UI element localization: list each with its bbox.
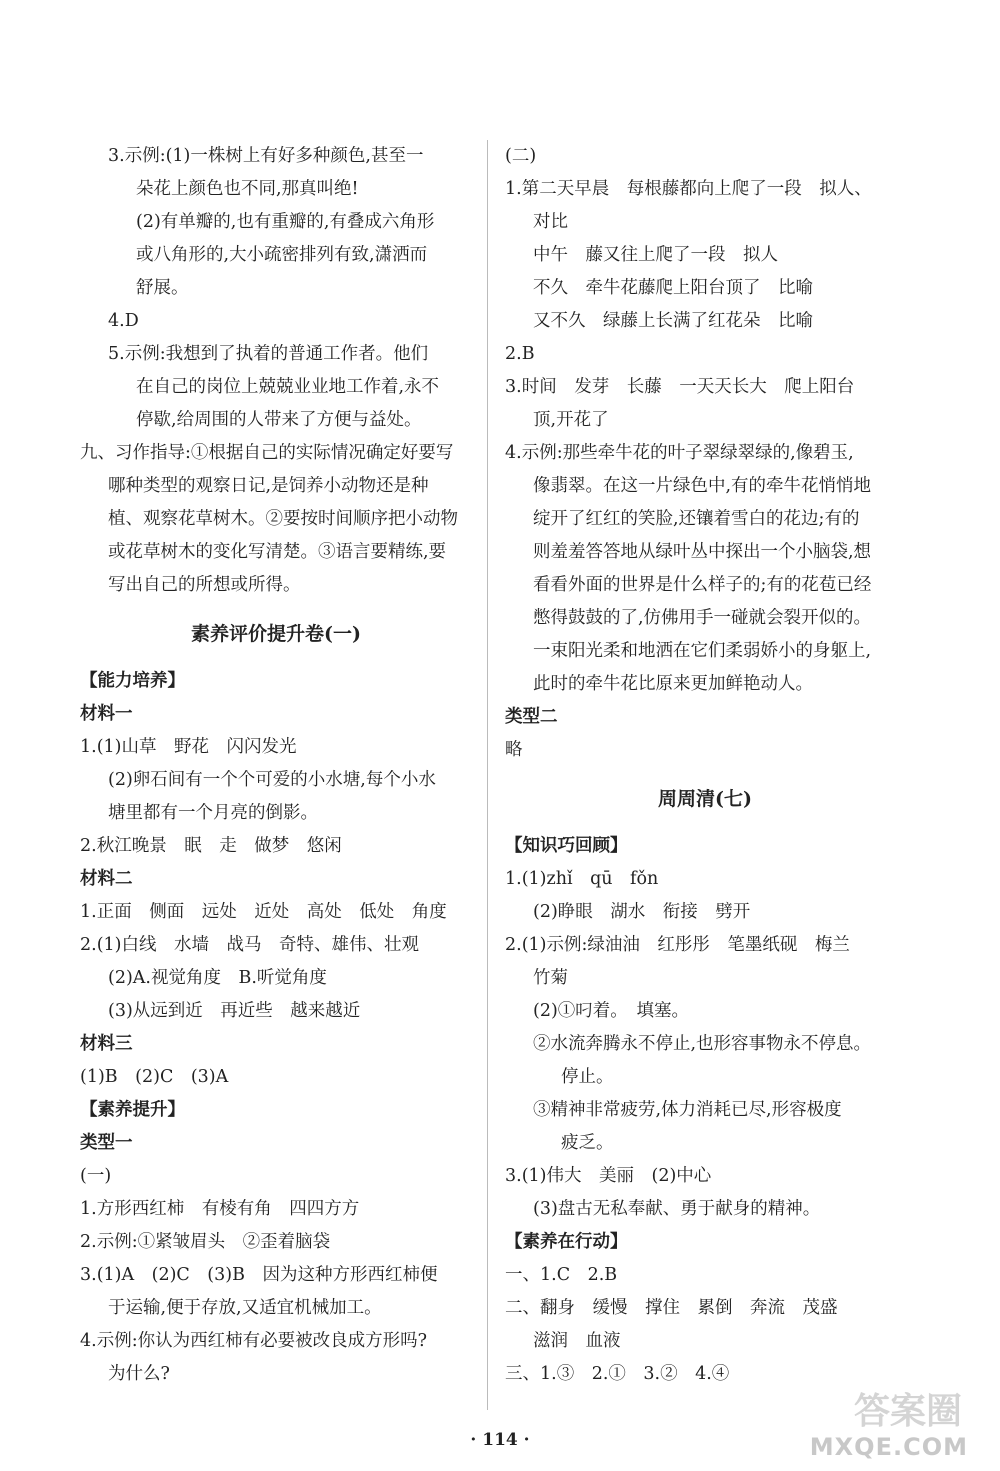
answer-line: 二、翻身 缓慢 撑住 累倒 奔流 茂盛 bbox=[505, 1298, 838, 1318]
section-heading: 材料一 bbox=[80, 704, 133, 724]
answer-line: 2.B bbox=[505, 344, 535, 364]
answer-line: 停歇,给周围的人带来了方便与益处。 bbox=[136, 410, 422, 430]
answer-line: 疲乏。 bbox=[561, 1133, 614, 1153]
answer-line: 4.示例:那些牵牛花的叶子翠绿翠绿的,像碧玉, bbox=[505, 443, 854, 463]
answer-line: 3.时间 发芽 长藤 一天天长大 爬上阳台 bbox=[505, 377, 855, 397]
watermark-site: MXQE.COM bbox=[809, 1433, 968, 1461]
answer-line: 3.(1)伟大 美丽 (2)中心 bbox=[505, 1166, 712, 1186]
answer-line: 此时的牵牛花比原来更加鲜艳动人。 bbox=[533, 674, 813, 694]
answer-line: 竹菊 bbox=[533, 968, 568, 988]
answer-line: 绽开了红红的笑脸,还镶着雪白的花边;有的 bbox=[533, 509, 860, 529]
watermark-logo: 答案圈 bbox=[853, 1391, 962, 1432]
answer-line: (3)盘古无私奉献、勇于献身的精神。 bbox=[533, 1199, 821, 1219]
answer-line: 朵花上颜色也不同,那真叫绝! bbox=[136, 179, 359, 199]
answer-line: 1.正面 侧面 远处 近处 高处 低处 角度 bbox=[80, 902, 447, 922]
answer-line: 哪种类型的观察日记,是饲养小动物还是种 bbox=[108, 476, 429, 496]
watermark bbox=[809, 1383, 968, 1463]
answer-line: 顶,开花了 bbox=[533, 410, 609, 430]
answer-line: 三、1.③ 2.① 3.② 4.④ bbox=[505, 1364, 730, 1384]
answer-line: 写出自己的所想或所得。 bbox=[108, 575, 301, 595]
right-column bbox=[505, 140, 905, 1391]
section-heading: 材料二 bbox=[80, 869, 133, 889]
answer-line: 又不久 绿藤上长满了红花朵 比喻 bbox=[533, 311, 813, 331]
answer-line: 1.(1)zhǐ qū fǒn bbox=[505, 869, 659, 889]
answer-line: 3.示例:(1)一株树上有好多种颜色,甚至一 bbox=[108, 146, 424, 166]
answer-line: (2)①叼着。 填塞。 bbox=[533, 1001, 690, 1021]
answer-line: 3.(1)A (2)C (3)B 因为这种方形西红柿便 bbox=[80, 1265, 438, 1285]
section-heading: 【能力培养】 bbox=[80, 671, 185, 691]
answer-line: (二) bbox=[505, 146, 537, 166]
answer-line: 略 bbox=[505, 740, 523, 760]
answer-line: 1.第二天早晨 每根藤都向上爬了一段 拟人、 bbox=[505, 179, 872, 199]
answer-line: (一) bbox=[80, 1166, 112, 1186]
answer-line: (2)A.视觉角度 B.听觉角度 bbox=[108, 968, 327, 988]
answer-line: 于运输,便于存放,又适宜机械加工。 bbox=[108, 1298, 382, 1318]
answer-line: 对比 bbox=[533, 212, 568, 232]
left-column bbox=[80, 140, 472, 1391]
answer-line: 2.(1)示例:绿油油 红彤彤 笔墨纸砚 梅兰 bbox=[505, 935, 850, 955]
answer-line: 一束阳光柔和地洒在它们柔弱娇小的身躯上, bbox=[533, 641, 872, 661]
section-heading: 类型二 bbox=[505, 707, 558, 727]
answer-line: 塘里都有一个月亮的倒影。 bbox=[108, 803, 318, 823]
answer-line: 2.示例:①紧皱眉头 ②歪着脑袋 bbox=[80, 1232, 331, 1252]
answer-line: 5.示例:我想到了执着的普通工作者。他们 bbox=[108, 344, 429, 364]
answer-line: 中午 藤又往上爬了一段 拟人 bbox=[533, 245, 778, 265]
answer-line: 2.秋江晚景 眠 走 做梦 悠闲 bbox=[80, 836, 342, 856]
answer-line: 4.示例:你认为西红柿有必要被改良成方形吗? bbox=[80, 1331, 427, 1351]
answer-line: (2)有单瓣的,也有重瓣的,有叠成六角形 bbox=[136, 212, 435, 232]
answer-line: (2)睁眼 湖水 衔接 劈开 bbox=[533, 902, 751, 922]
answer-line: 不久 牵牛花藤爬上阳台顶了 比喻 bbox=[533, 278, 813, 298]
answer-line: 一、1.C 2.B bbox=[505, 1265, 618, 1285]
answer-line: 在自己的岗位上兢兢业业地工作着,永不 bbox=[136, 377, 440, 397]
answer-line: 憋得鼓鼓的了,仿佛用手一碰就会裂开似的。 bbox=[533, 608, 872, 628]
answer-line: 停止。 bbox=[561, 1067, 614, 1087]
answer-line: 滋润 血液 bbox=[533, 1331, 621, 1351]
answer-line: (3)从远到近 再近些 越来越近 bbox=[108, 1001, 361, 1021]
section-title: 素养评价提升卷(一) bbox=[191, 623, 361, 645]
answer-line: 1.(1)山草 野花 闪闪发光 bbox=[80, 737, 297, 757]
answer-line: ③精神非常疲劳,体力消耗已尽,形容极度 bbox=[533, 1100, 842, 1120]
answer-line: 2.(1)白线 水墙 战马 奇特、雄伟、壮观 bbox=[80, 935, 419, 955]
section-heading: 【素养提升】 bbox=[80, 1100, 185, 1120]
answer-line: 舒展。 bbox=[136, 278, 189, 298]
answer-line: 或花草树木的变化写清楚。③语言要精练,要 bbox=[108, 542, 447, 562]
section-heading: 【知识巧回顾】 bbox=[505, 836, 628, 856]
answer-line: 看看外面的世界是什么样子的;有的花苞已经 bbox=[533, 575, 872, 595]
answer-line: (1)B (2)C (3)A bbox=[80, 1067, 229, 1087]
answer-line: 1.方形西红柿 有棱有角 四四方方 bbox=[80, 1199, 360, 1219]
section-heading: 材料三 bbox=[80, 1034, 133, 1054]
answer-line: 植、观察花草树木。②要按时间顺序把小动物 bbox=[108, 509, 458, 529]
answer-line: ②水流奔腾永不停止,也形容事物永不停息。 bbox=[533, 1034, 872, 1054]
section-heading: 类型一 bbox=[80, 1133, 133, 1153]
column-divider bbox=[487, 140, 488, 1410]
answer-line: 为什么? bbox=[108, 1364, 170, 1384]
page-number: · 114 · bbox=[470, 1430, 530, 1450]
answer-line: 或八角形的,大小疏密排列有致,潇洒而 bbox=[136, 245, 428, 265]
section-heading: 【素养在行动】 bbox=[505, 1232, 628, 1252]
answer-line: 像翡翠。在这一片绿色中,有的牵牛花悄悄地 bbox=[533, 476, 872, 496]
answer-line: 则羞羞答答地从绿叶丛中探出一个小脑袋,想 bbox=[533, 542, 872, 562]
answer-line: 九、习作指导:①根据自己的实际情况确定好要写 bbox=[80, 443, 454, 463]
answer-line: (2)卵石间有一个个可爱的小水塘,每个小水 bbox=[108, 770, 436, 790]
answer-line: 4.D bbox=[108, 311, 139, 331]
section-title: 周周清(七) bbox=[658, 788, 752, 810]
